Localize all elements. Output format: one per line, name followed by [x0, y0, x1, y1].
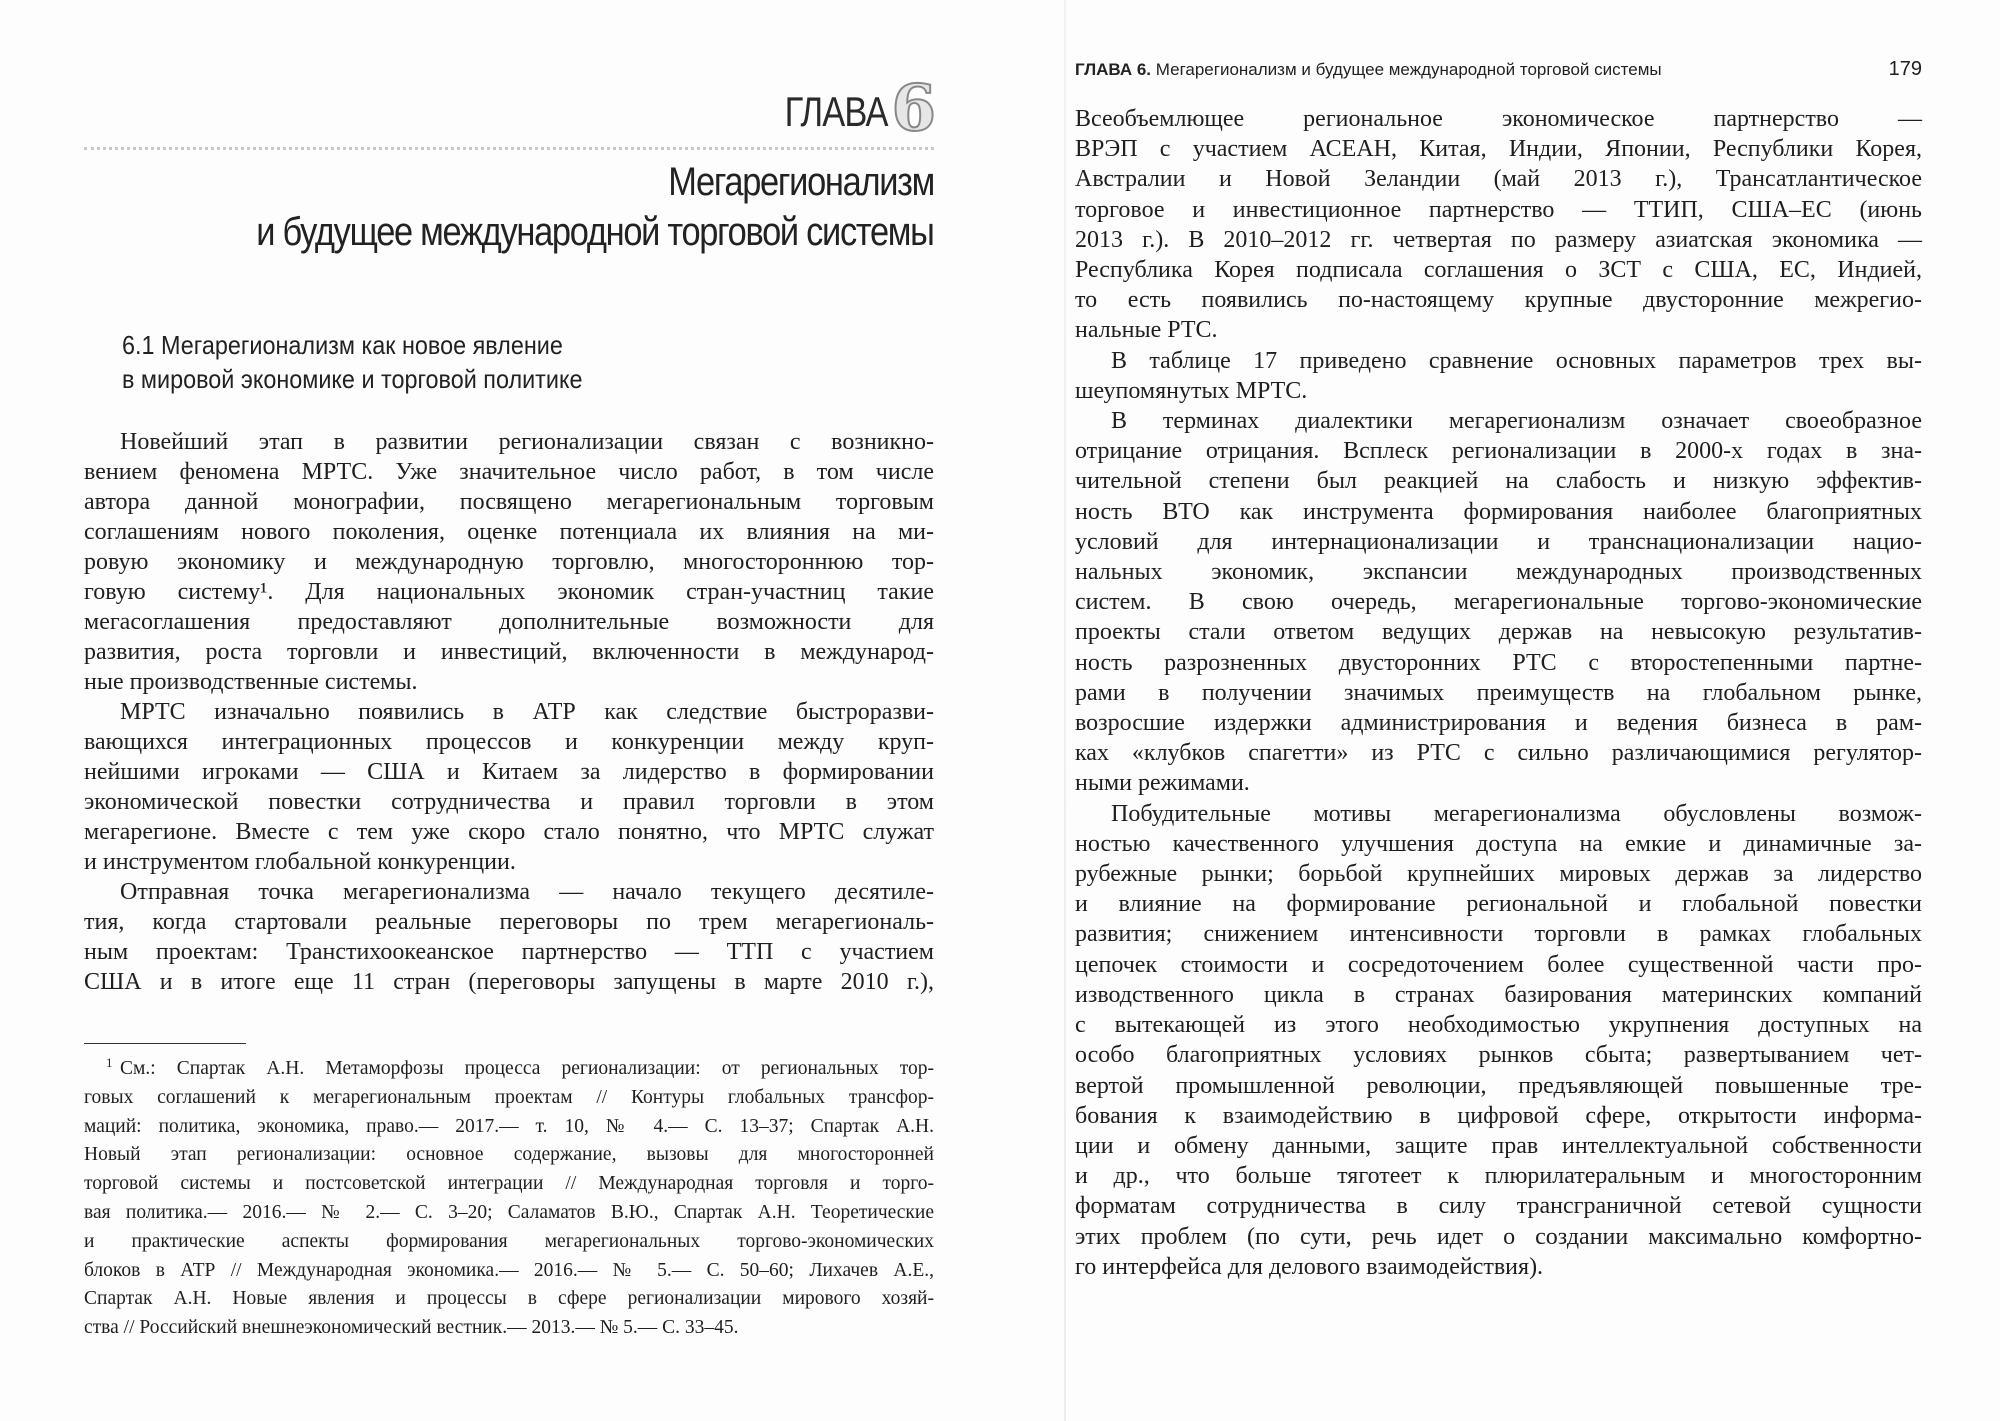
text-line: Всеобъемлющее региональное экономическое партнерство — [1075, 106, 1922, 132]
text-line: вением феномена МРТС. Уже значительное число работ, в том числе [84, 459, 934, 485]
text-line: В таблице 17 приведено сравнение основных параметров трех вы- [1111, 347, 1922, 374]
text-line: ках «клубков спагетти» из РТС с сильно различающимися регулятор- [1075, 740, 1922, 767]
text-line: Австралии и Новой Зеландии (май 2013 г.), Трансатлантическое [1075, 166, 1922, 193]
text-line: ровую экономику и международную торговлю, многостороннюю тор- [84, 549, 934, 575]
text-line: ВРЭП с участием АСЕАН, Китая, Индии, Японии, Республики Корея, [1075, 136, 1922, 163]
paragraph [1075, 104, 1922, 346]
section-heading-line: в мировой экономике и торговой политике [122, 364, 583, 394]
text-line: и др., что больше тяготеет к плюрилатеральным и многосторонним [1075, 1163, 1922, 1190]
text-line: В терминах диалектики мегарегионализм означает своеобразное [1111, 408, 1922, 435]
text-line: ность разрозненных двусторонних РТС с второстепенными партне- [1075, 649, 1922, 676]
text-line: ные производственные системы. [84, 669, 418, 695]
text-line: особо благоприятных условиях рынков сбыта; развертыванием чет- [1075, 1042, 1922, 1069]
running-head-chapter: ГЛАВА 6. [1075, 60, 1152, 79]
paragraph [1075, 406, 1922, 799]
text-line: мегарегионе. Вместе с тем уже скоро стало понятно, что МРТС служат [84, 819, 934, 845]
footnote-line: Новый этап регионализации: основное содержание, вызовы для многосторонней [84, 1144, 934, 1166]
section-heading-line: 6.1 Мегарегионализм как новое явление [122, 330, 563, 360]
text-line: автора данной монографии, посвящено мегарегиональным торговым [84, 489, 934, 515]
text-line: Новейший этап в развитии регионализации связан с возникно- [120, 429, 934, 455]
text-line: с вытекающей из этого необходимостью укрупнения доступных на [1075, 1012, 1922, 1039]
text-line: шеупомянутых МРТС. [1075, 377, 1308, 404]
footnote-line: маций: политика, экономика, право.— 2017.— т. 10, № 4.— С. 13–37; Спартак А.Н. [84, 1115, 934, 1137]
text-line: МРТС изначально появились в АТР как следствие быстроразви- [120, 699, 934, 725]
text-line: рубежные рынки; борьбой крупнейших мировых держав за лидерство [1075, 861, 1922, 888]
text-line: ность ВТО как инструмента формирования наиболее благоприятных [1075, 498, 1922, 525]
text-line: бования к взаимодействию в цифровой сфере, открытости информа- [1075, 1102, 1922, 1129]
text-line: соглашениям нового поколения, оценке потенциала их влияния на ми- [84, 519, 934, 545]
text-line: форматам сотрудничества в силу трансграничной сетевой сущности [1075, 1193, 1922, 1220]
text-line: то есть появились по-настоящему крупные двусторонние межрегио- [1075, 287, 1922, 314]
text-line: и влияние на формирование региональной и глобальной повестки [1075, 891, 1922, 918]
text-line: изводственного цикла в странах базирования материнских компаний [1075, 981, 1922, 1008]
text-line: этих проблем (по сути, речь идет о создании максимально комфортно- [1075, 1223, 1922, 1250]
footnote-line: торговой системы и постсоветской интеграции // Международная торговля и торго- [84, 1173, 934, 1195]
paragraph [84, 427, 934, 697]
footnote-line: говых соглашений к мегарегиональным проектам // Контуры глобальных трансфор- [84, 1086, 934, 1108]
text-line: тия, когда стартовали реальные переговоры по трем мегарегиональ- [84, 909, 934, 935]
right-page-body [1075, 104, 1922, 1282]
text-line: отрицание отрицания. Всплеск регионализации в 2000-х годах в зна- [1075, 438, 1922, 465]
footnote-line: и практические аспекты формирования мегарегиональных торгово-экономических [84, 1230, 934, 1252]
footnote-divider [84, 1043, 246, 1044]
text-line: рами в получении значимых преимуществ на глобальном рынке, [1075, 679, 1922, 706]
text-line: экономической повестки сотрудничества и правил торговли в этом [84, 789, 934, 815]
text-line: Побудительные мотивы мегарегионализма обусловлены возмож- [1111, 800, 1922, 827]
footnote [84, 1055, 934, 1343]
text-line: развития; снижением интенсивности торговли в рамках глобальных [1075, 921, 1922, 948]
text-line: и инструментом глобальной конкуренции. [84, 849, 516, 875]
text-line: ции и обмену данными, защите прав интеллектуальной собственности [1075, 1132, 1922, 1159]
running-head [1075, 60, 1662, 80]
text-line: го интерфейса для делового взаимодействия). [1075, 1253, 1544, 1280]
chapter-title-line: и будущее международной торговой системы [256, 210, 934, 254]
text-line: возросшие издержки администрирования и ведения бизнеса в рам- [1075, 710, 1922, 737]
running-head-title: Мегарегионализм и будущее международной торговой системы [1155, 60, 1662, 79]
text-line: говую систему¹. Для национальных экономик стран-участниц такие [84, 579, 934, 605]
text-line: вающихся интеграционных процессов и конкуренции между круп- [84, 729, 934, 755]
chapter-number: 6 [891, 71, 936, 146]
footnote-line: ства // Российский внешнеэкономический вестник.— 2013.— № 5.— С. 33–45. [84, 1317, 739, 1339]
text-line: 2013 г.). В 2010–2012 гг. четвертая по размеру азиатская экономика — [1075, 226, 1922, 253]
text-line: США и в итоге еще 11 стран (переговоры запущены в марте 2010 г.), [84, 969, 934, 995]
text-line: нальных экономик, экспансии международных производственных [1075, 559, 1922, 586]
text-line: проекты стали ответом ведущих держав на невысокую результатив- [1075, 619, 1922, 646]
text-line: ными режимами. [1075, 770, 1250, 797]
footnote-line: Спартак А.Н. Новые явления и процессы в сфере регионализации мирового хозяй- [84, 1288, 934, 1310]
text-line: ностью качественного улучшения доступа на емкие и динамичные за- [1075, 830, 1922, 857]
text-line: Отправная точка мегарегионализма — начало текущего десятиле- [120, 879, 934, 905]
text-line: вертой промышленной революции, предъявляющей повышенные тре- [1075, 1072, 1922, 1099]
text-line: систем. В свою очередь, мегарегиональные торгово-экономические [1075, 589, 1922, 616]
chapter-divider [84, 147, 934, 150]
footnote-line: блоков в АТР // Международная экономика.— 2016.— № 5.— С. 50–60; Лихачев А.Е., [84, 1259, 934, 1281]
page-gutter [1064, 0, 1066, 1421]
left-page-body [84, 427, 934, 997]
text-line: Республика Корея подписала соглашения о ЗСТ с США, ЕС, Индией, [1075, 257, 1922, 284]
paragraph [84, 877, 934, 997]
footnote-marker: 1 [106, 1055, 113, 1070]
page-number: 179 [1888, 58, 1922, 80]
text-line: ным проектам: Транстихоокеанское партнерство — ТТП с участием [84, 939, 934, 965]
text-line: развития, роста торговли и инвестиций, включенности в международ- [84, 639, 934, 665]
footnote-line: вая политика.— 2016.— № 2.— С. 3–20; Саламатов В.Ю., Спартак А.Н. Теоретические [84, 1201, 934, 1223]
paragraph [84, 697, 934, 877]
text-line: чительной степени был реакцией на слабость и низкую эффектив- [1075, 468, 1922, 495]
text-line: нейшими игроками — США и Китаем за лидерство в формировании [84, 759, 934, 785]
paragraph [1075, 799, 1922, 1282]
chapter-title-line: Мегарегионализм [668, 160, 934, 204]
text-line: мегасоглашения предоставляют дополнительные возможности для [84, 609, 934, 635]
text-line: цепочек стоимости и сосредоточением более существенной части про- [1075, 951, 1922, 978]
chapter-label [700, 71, 936, 146]
footnote-line: См.: Спартак А.Н. Метаморфозы процесса регионализации: от региональных тор- [120, 1058, 934, 1079]
text-line: торговое и инвестиционное партнерство — ТТИП, США–ЕС (июнь [1075, 196, 1922, 223]
paragraph [1075, 346, 1922, 406]
chapter-word: ГЛАВА [784, 88, 888, 135]
text-line: условий для интернационализации и транснационализации нацио- [1075, 528, 1922, 555]
text-line: нальные РТС. [1075, 317, 1218, 344]
